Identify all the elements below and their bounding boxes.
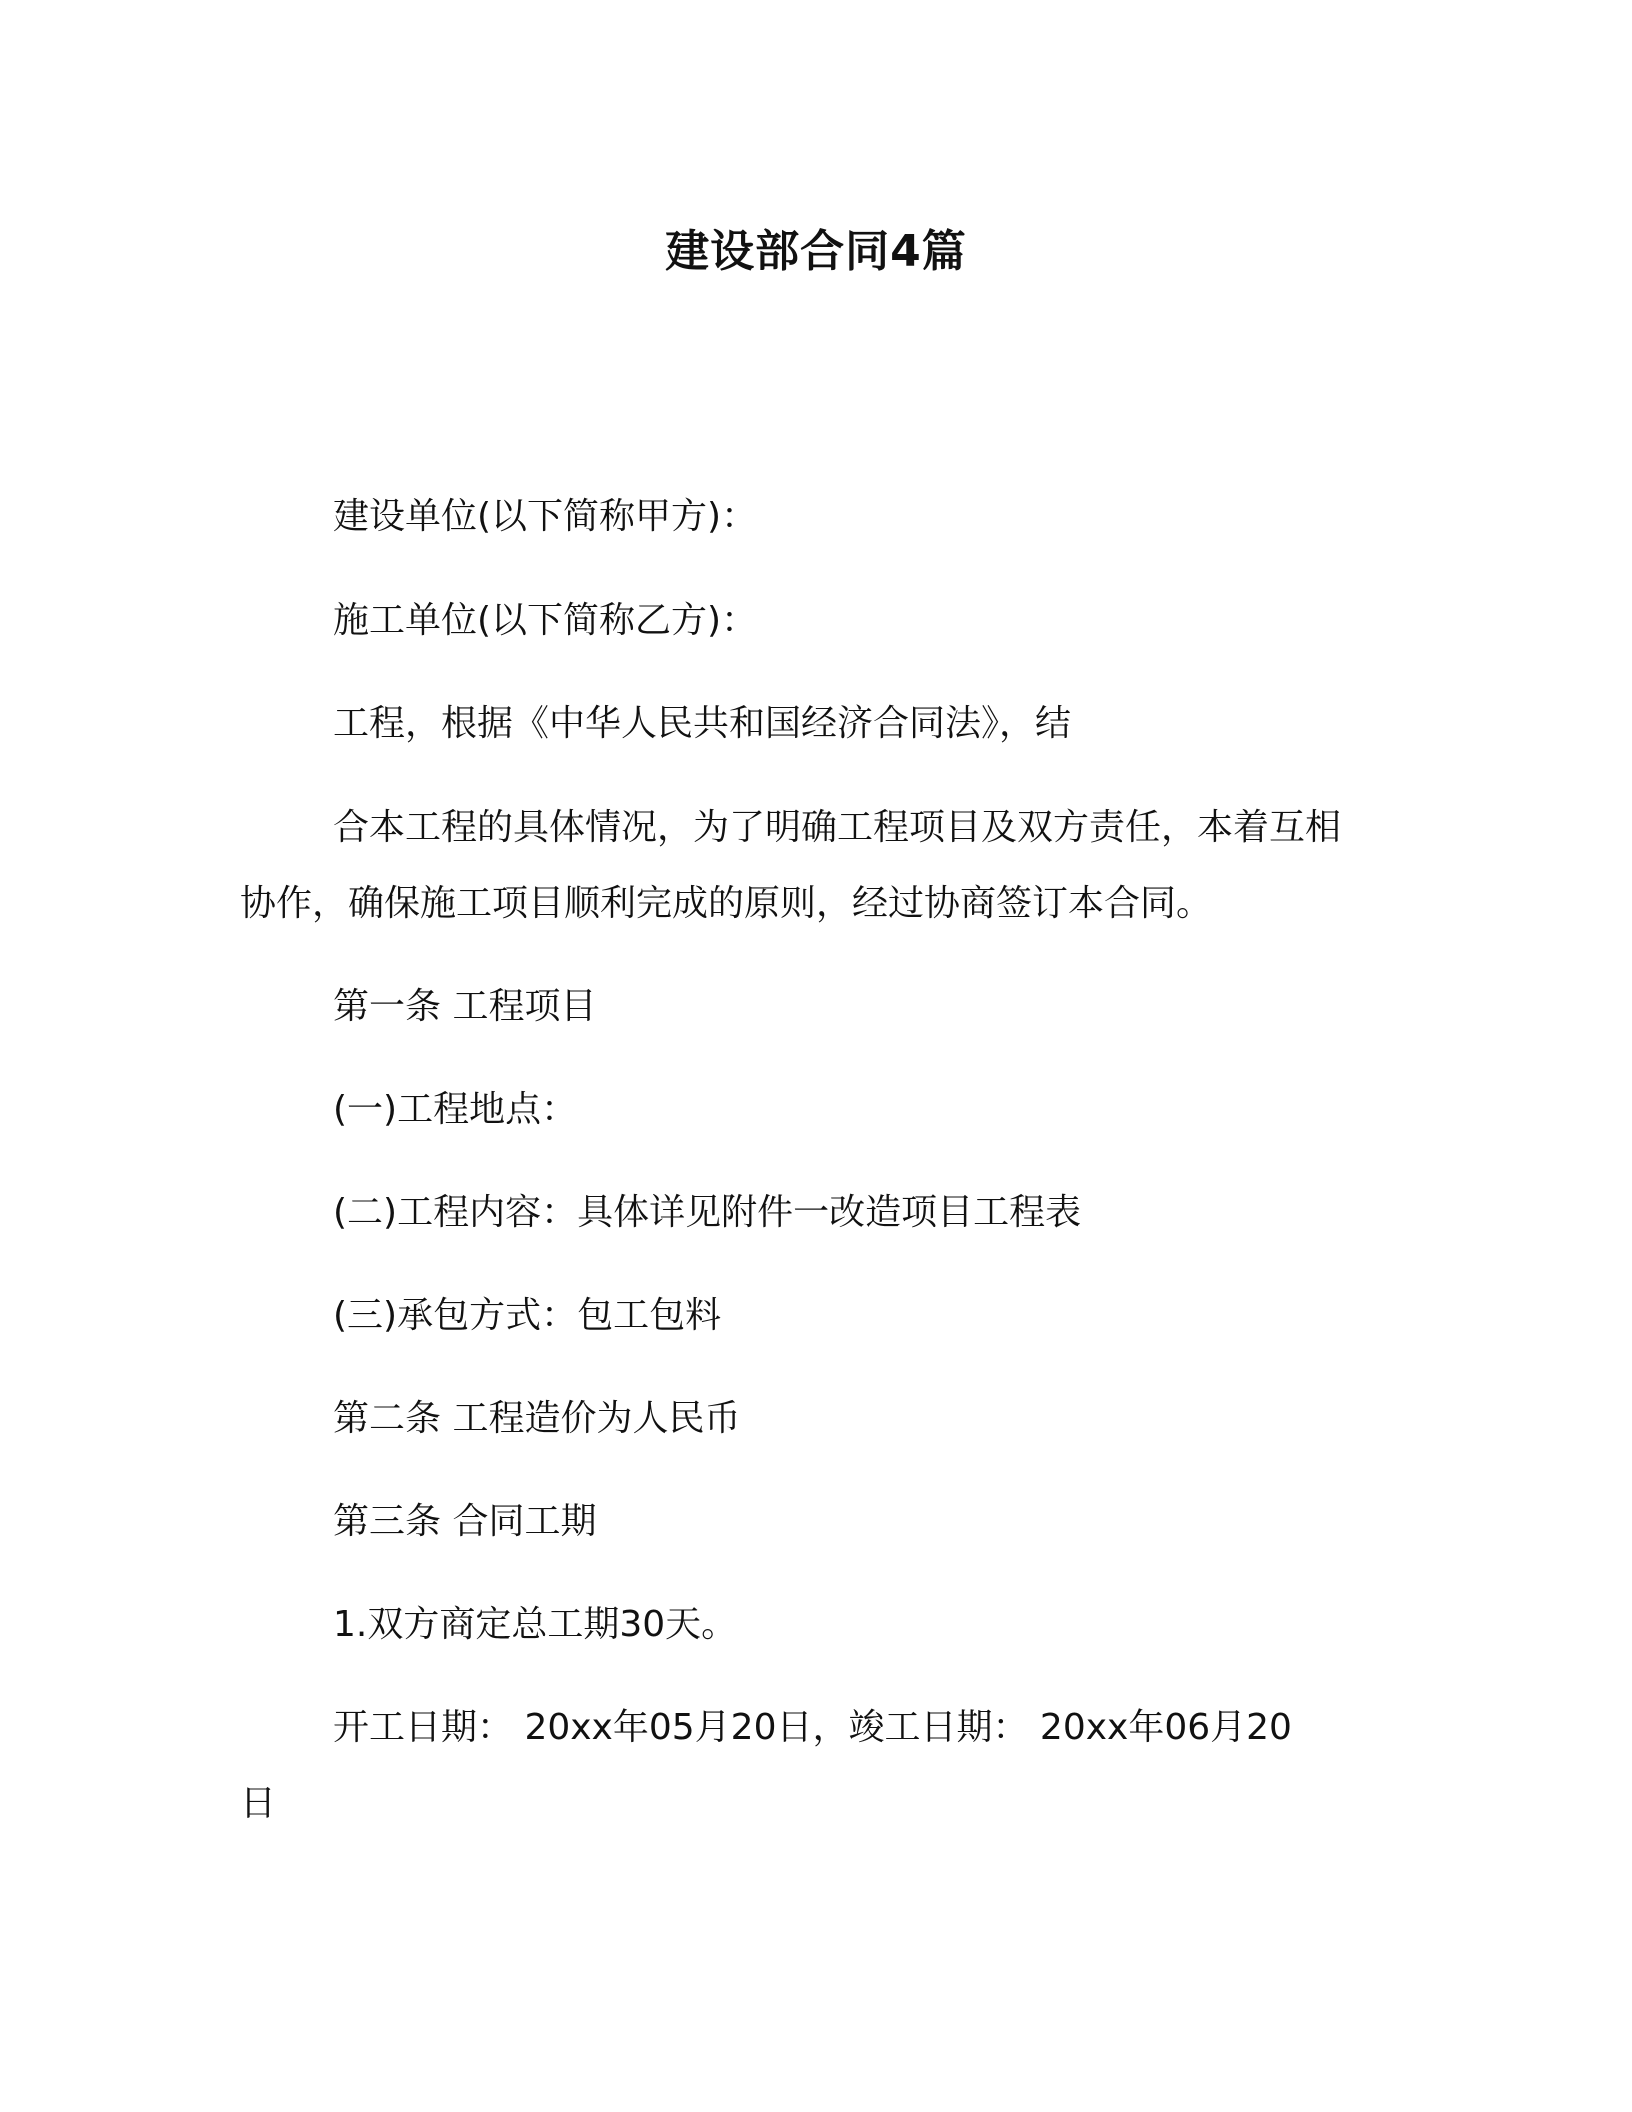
contract-method: (三)承包方式：包工包料 — [333, 1295, 722, 1336]
dates-line-1: 开工日期： 20xx年05月20日，竣工日期： 20xx年06月20 — [333, 1707, 1292, 1748]
party-a-line: 建设单位(以下简称甲方)： — [333, 496, 758, 537]
project-content: (二)工程内容：具体详见附件一改造项目工程表 — [333, 1192, 1082, 1233]
dates-line-2: 日 — [240, 1783, 277, 1824]
preamble-line-3: 协作，确保施工项目顺利完成的原则，经过协商签订本合同。 — [240, 883, 1213, 924]
article-2-heading: 第二条 工程造价为人民币 — [333, 1398, 741, 1439]
total-duration: 1.双方商定总工期30天。 — [333, 1604, 738, 1645]
party-b-line: 施工单位(以下简称乙方)： — [333, 600, 758, 641]
article-1-heading: 第一条 工程项目 — [333, 986, 597, 1027]
project-location: (一)工程地点： — [333, 1089, 578, 1130]
document-title: 建设部合同4篇 — [665, 226, 967, 277]
preamble-line-1: 工程，根据《中华人民共和国经济合同法》，结 — [333, 703, 1072, 744]
preamble-line-2: 合本工程的具体情况，为了明确工程项目及双方责任，本着互相 — [333, 807, 1342, 848]
article-3-heading: 第三条 合同工期 — [333, 1501, 597, 1542]
